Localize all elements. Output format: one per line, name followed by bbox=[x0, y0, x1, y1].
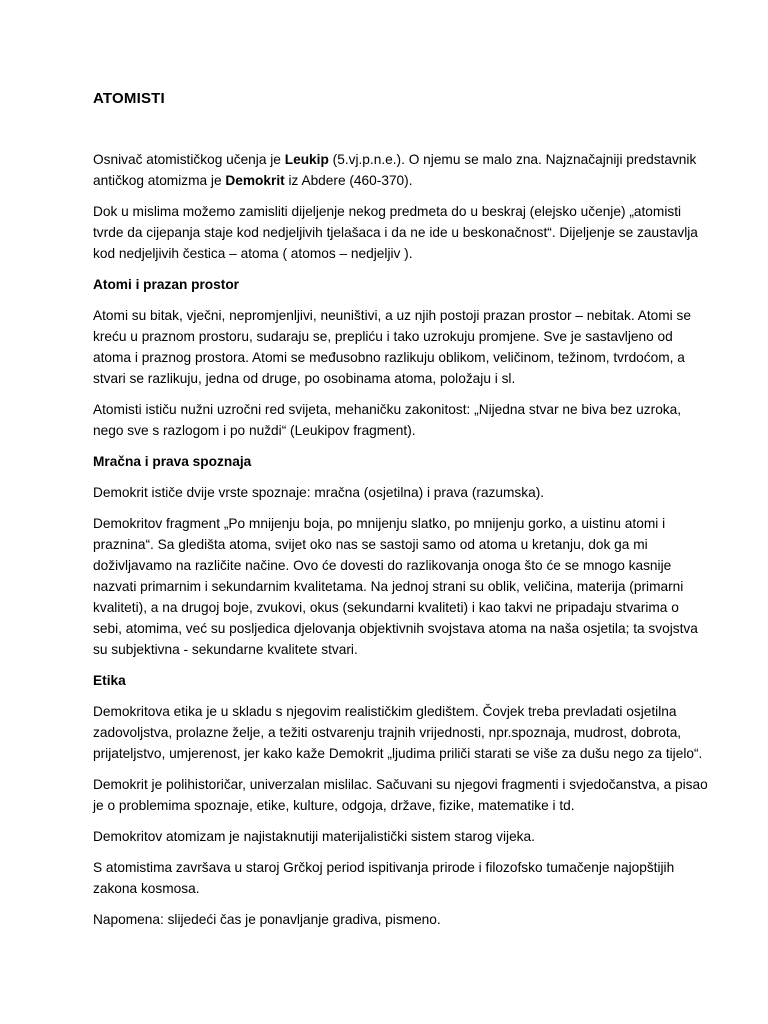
paragraph-polyhistor: Demokrit je polihistoričar, univerzalan mislilac. Sačuvani su njegovi fragmenti i svjedočanstva, a pisao je o problemima spoznaje, etike, kulture, odgoja, države, fizike, matematike i td. bbox=[93, 777, 708, 813]
intro-bold-demokrit: Demokrit bbox=[225, 173, 285, 188]
intro-text-2: (5.vj.p.n.e.). O njemu se malo zna. Najznačajniji predstavnik antičkog atomizma je bbox=[93, 152, 697, 188]
document-title: ATOMISTI bbox=[93, 90, 165, 107]
paragraph-note: Napomena: slijedeći čas je ponavljanje gradiva, pismeno. bbox=[93, 912, 441, 927]
paragraph-conclusion: S atomistima završava u staroj Grčkoj period ispitivanja prirode i filozofsko tumačenje najopštijih zakona kosmosa. bbox=[93, 860, 675, 896]
heading-knowledge: Mračna i prava spoznaja bbox=[93, 454, 252, 469]
paragraph-division: Dok u mislima možemo zamisliti dijeljenje nekog predmeta do u beskraj (elejsko učenje) „atomisti tvrde da cijepanja staje kod nedjeljivih tjelašaca i da ne ide u beskonačnost“. Dijeljenje se zaustavlja kod nedjeljivih čestica – atoma ( atomos – nedjeljiv ). bbox=[93, 204, 698, 261]
paragraph-intro bbox=[93, 149, 708, 191]
intro-text-1: Osnivač atomističkog učenja je bbox=[93, 152, 285, 167]
heading-ethics: Etika bbox=[93, 673, 126, 688]
paragraph-causality: Atomisti ističu nužni uzročni red svijeta, mehaničku zakonitost: „Nijedna stvar ne biva bez uzroka, nego sve s razlogom i po nuždi“ (Leukipov fragment). bbox=[93, 402, 682, 438]
paragraph-ethics: Demokritova etika je u skladu s njegovim realističkim gledištem. Čovjek treba prevladati osjetilna zadovoljstva, prolazne želje, a težiti ostvarenju trajnih vrijednosti, npr.spoznaja, mudrost, dobrota, prijateljstvo, umjerenost, jer kako kaže Demokrit „ljudima priliči starati se više za dušu nego za tijelo“. bbox=[93, 704, 703, 761]
paragraph-atoms: Atomi su bitak, vječni, nepromjenljivi, neuništivi, a uz njih postoji prazan prostor – nebitak. Atomi se kreću u praznom prostoru, sudaraju se, prepliću i tako uzrokuju promjene. Sve je sastavljeno od atoma i praznog prostora. Atomi se međusobno razlikuju oblikom, veličinom, težinom, tvrdoćom, a stvari se razlikuju, jedna od druge, po osobinama atoma, položaju i sl. bbox=[93, 308, 691, 386]
paragraph-materialism: Demokritov atomizam je najistaknutiji materijalistički sistem starog vijeka. bbox=[93, 829, 535, 844]
intro-bold-leukip: Leukip bbox=[284, 152, 329, 167]
paragraph-fragment: Demokritov fragment „Po mnijenju boja, po mnijenju slatko, po mnijenju gorko, a uistinu atomi i praznina“. Sa gledišta atoma, svijet oko nas se sastoji samo od atoma u kretanju, dok ga mi doživljavamo na različite načine. Ovo će dovesti do razlikovanja onoga što će se mnogo kasnije nazvati primarnim i sekundarnim kvalitetama. Na jednoj strani su oblik, veličina, materija (primarni kvaliteti), a na drugoj boje, zvukovi, okus (sekundarni kvaliteti) i kao takvi ne pripadaju stvarima o sebi, atomima, već su posljedica djelovanja objektivnih svojstava atoma na naša osjetila; ta svojstva su subjektivna - sekundarne kvalitete stvari. bbox=[93, 516, 698, 657]
heading-atoms-void: Atomi i prazan prostor bbox=[93, 277, 240, 292]
paragraph-two-kinds: Demokrit ističe dvije vrste spoznaje: mračna (osjetilna) i prava (razumska). bbox=[93, 485, 545, 500]
intro-text-3: iz Abdere (460-370). bbox=[284, 173, 413, 188]
